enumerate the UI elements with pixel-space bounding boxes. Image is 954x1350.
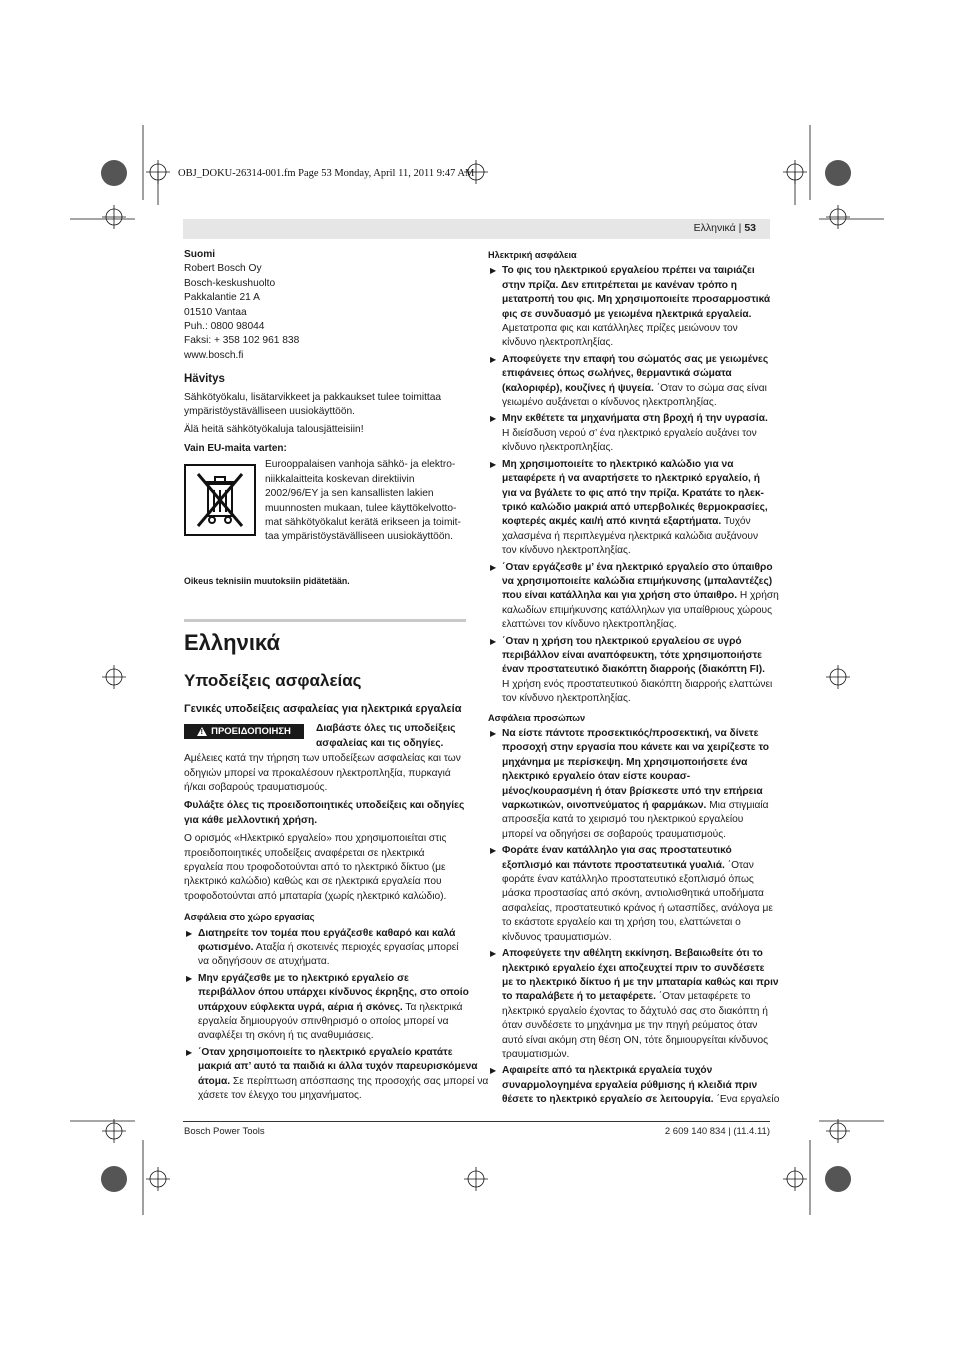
bullet-item bbox=[488, 1064, 780, 1107]
bullet-bold-text: μηχάνημα με περίσκεψη. Μη χρησιμοποιήσετε ένα bbox=[502, 756, 748, 768]
electric-title: Ηλεκτρική ασφάλεια bbox=[488, 250, 577, 260]
bullet-arrow-icon: ▶ bbox=[490, 562, 497, 572]
bullet-bold-text: εξοπλισμό και πάντοτε προστατευτικά γυαλιά. bbox=[502, 859, 725, 871]
section-divider bbox=[184, 619, 466, 622]
bullet-line bbox=[502, 427, 770, 441]
bullet-line bbox=[502, 1064, 770, 1078]
electric-bullets bbox=[488, 264, 779, 706]
bullet-regular-text: ΄Οταν μεταφέρετε το bbox=[655, 991, 751, 1003]
personal-title: Ασφάλεια προσώπων bbox=[488, 712, 586, 723]
bullet-arrow-icon: ▶ bbox=[490, 459, 497, 469]
bullet-line bbox=[502, 902, 773, 916]
bullet-regular-text: Η διείσδυση νερού σ’ ένα ηλεκτρικό εργαλείο αυξάνει τον bbox=[502, 427, 757, 439]
warning-row bbox=[184, 722, 466, 752]
bullet-regular-text: αναφλέξει τη σκόνη ή τις αναθυμιάσεις. bbox=[198, 1030, 374, 1042]
bullet-line bbox=[502, 813, 770, 827]
text-line: οδηγιών μπορεί να προκαλέσουν ηλεκτροπληξία, πυρκαγιά bbox=[184, 767, 451, 779]
address-line: Bosch-keskushuolto bbox=[184, 277, 276, 289]
bullet-line bbox=[198, 1001, 466, 1015]
bullet-line bbox=[502, 916, 770, 930]
bullet-regular-text: να οδηγήσουν σε ατυχήματα. bbox=[198, 956, 330, 968]
bullet-regular-text: τον κίνδυνο ηλεκτροπληξίας. bbox=[502, 545, 631, 557]
bullet-bold-text: Αποφεύγετε την επαφή του σώματός σας με γειωμένες bbox=[502, 353, 769, 365]
left-column bbox=[184, 248, 489, 1105]
text-line: Φυλάξτε όλες τις προειδοποιητικές υποδείξεις και οδηγίες bbox=[184, 800, 465, 812]
bullet-regular-text: χάσετε τον έλεγχο του μηχανήματος. bbox=[198, 1090, 362, 1102]
bullet-line bbox=[502, 308, 770, 322]
warning-text bbox=[316, 722, 466, 751]
bullet-line bbox=[502, 472, 770, 486]
bullet-line bbox=[198, 1015, 466, 1029]
legal-note: Oikeus teknisiin muutoksiin pidätetään. bbox=[184, 576, 350, 587]
header-separator: | bbox=[738, 222, 742, 234]
text-line: taa ympäristöystävälliseen uusiokäyttöön. bbox=[265, 531, 454, 543]
address-line: Pakkalantie 21 A bbox=[184, 292, 260, 304]
bullet-bold-text: μετατροπή του φις. Μη χρησιμοποιείτε προσαρμοστικά bbox=[502, 294, 771, 306]
bullet-regular-text: απροσεξία κατά το χειρισμό του ηλεκτρικού εργαλείου bbox=[502, 814, 744, 826]
bullet-item bbox=[488, 947, 779, 1062]
bullet-regular-text: τον κίνδυνο ηλεκτροπληξίας. bbox=[502, 693, 631, 705]
text-line: Eurooppalaisen vanhoja sähkö- ja elektro- bbox=[265, 459, 456, 471]
bullet-regular-text: κίνδυνος τραυματισμών. bbox=[502, 931, 612, 943]
bullet-line bbox=[502, 589, 779, 603]
bullet-line bbox=[502, 770, 770, 784]
bullet-line bbox=[502, 649, 770, 663]
language-heading: Ελληνικά bbox=[184, 629, 280, 655]
bullet-line bbox=[502, 785, 770, 799]
bullet-regular-text: Σε περίπτωση απόσπασης της προσοχής σας μπορεί να bbox=[230, 1075, 489, 1087]
bullet-line bbox=[502, 873, 770, 887]
bullet-bold-text: το παραλάβετε ή το μεταφέρετε. bbox=[502, 991, 656, 1003]
bullet-regular-text: Τυχόν bbox=[721, 516, 751, 528]
bullet-line bbox=[502, 1019, 770, 1033]
bullet-line bbox=[502, 635, 770, 649]
address-line: Puh.: 0800 98044 bbox=[184, 321, 265, 333]
text-line: mat sähkötyökalut kerätä erikseen ja toimit- bbox=[265, 516, 461, 528]
havitys-title: Hävitys bbox=[184, 373, 225, 386]
address-line: www.bosch.fi bbox=[184, 349, 244, 361]
bullet-line bbox=[502, 279, 770, 293]
bullet-regular-text: εργαλεία δημιουργούν σπινθηρισμό ο οποίος μπορεί να bbox=[198, 1016, 449, 1027]
bullet-regular-text: ελαττώνει τον κίνδυνο ηλεκτροπληξίας. bbox=[502, 619, 677, 631]
bullet-item bbox=[488, 727, 770, 842]
bullet-bold-text: Φοράτε έναν κατάλληλο για σας προστατευτικό bbox=[502, 845, 732, 857]
bullet-bold-text: Να είστε πάντοτε προσεκτικός/προσεκτική, να δίνετε bbox=[502, 728, 759, 739]
bullet-bold-text: έναν προστατευτικό διακόπτη διαρροής (διακόπτη FI). bbox=[502, 664, 765, 676]
bullet-bold-text: ηλεκτρικό εργαλείο όταν είστε κουρασ- bbox=[502, 771, 691, 783]
text-line: για κάθε μελλοντική χρήση. bbox=[184, 814, 318, 826]
bullet-bold-text: προσοχή στην εργασία που κάνετε και να χειρίζεστε το bbox=[502, 742, 769, 754]
personal-bullets bbox=[488, 727, 780, 1108]
bullet-line bbox=[502, 618, 770, 632]
bullet-line bbox=[502, 515, 770, 529]
bullet-item bbox=[184, 1046, 489, 1104]
weee-text bbox=[265, 458, 466, 544]
term-definition bbox=[184, 832, 466, 904]
bullet-line bbox=[502, 458, 770, 472]
text-line: ασφαλείας και τις οδηγίες. bbox=[316, 737, 444, 749]
bullet-bold-text: επιφάνειες όπως σωλήνες, θερμαντικά σώματα bbox=[502, 368, 732, 380]
bullet-regular-text: ηλεκτρικό εργαλείο έχοντας το δάχτυλό σας στο διακόπτη ή bbox=[502, 1005, 768, 1017]
bullet-bold-text: μακριά απ’ αυτό τα παιδιά κι άλλα τυχόν παρευρισκόμενα bbox=[198, 1061, 478, 1073]
bullet-bold-text: Μη χρησιμοποιείτε το ηλεκτρικό καλώδιο για να bbox=[502, 458, 734, 470]
bullet-line bbox=[502, 756, 770, 770]
havitys-paragraph-2: Älä heitä sähkötyökaluja talousjätteisiin! bbox=[184, 424, 364, 436]
address-line: Robert Bosch Oy bbox=[184, 263, 262, 275]
page-header bbox=[183, 219, 770, 239]
bullet-regular-text: χαλασμένα ή περιπλεγμένα ηλεκτρικά καλώδια αυξάνουν bbox=[502, 530, 759, 542]
bullet-bold-text: για να βγάλετε το φις από την πρίζα. Κρατάτε το ηλεκ- bbox=[502, 487, 764, 499]
footer-rule bbox=[183, 1121, 770, 1122]
file-slug: OBJ_DOKU-26314-001.fm Page 53 Monday, April 11, 2011 9:47 AM bbox=[178, 168, 475, 179]
right-column bbox=[488, 248, 780, 1110]
bullet-line bbox=[502, 887, 770, 901]
bullet-regular-text: ΄Οταν το σώμα σας είναι bbox=[653, 382, 767, 394]
havitys-paragraph-1 bbox=[184, 391, 466, 420]
bullet-bold-text: Το φις του ηλεκτρικού εργαλείου πρέπει να ταιριάζει bbox=[502, 265, 755, 277]
bullet-bold-text: ΄Οταν η χρήση του ηλεκτρικού εργαλείου σε υγρό bbox=[502, 635, 742, 647]
text-line: niikkalaitteita koskevan direktiivin bbox=[265, 473, 415, 485]
workplace-title: Ασφάλεια στο χώρο εργασίας bbox=[184, 912, 315, 923]
bullet-bold-text: στην πρίζα. Δεν επιτρέπεται με κανέναν τρόπο η bbox=[502, 279, 737, 291]
bullet-regular-text: ΄Οταν bbox=[724, 859, 754, 871]
bullet-line bbox=[502, 487, 770, 501]
bullet-bold-text: συναρμολογημένα εργαλεία ρύθμισης ή κλειδιά πριν bbox=[502, 1079, 758, 1091]
bullet-arrow-icon: ▶ bbox=[490, 354, 497, 364]
bullet-regular-text: αυτό είναι ακόμη στη θέση ON, τότε δημιουργείται κίνδυνος bbox=[502, 1034, 769, 1046]
bullet-bold-text: ΄Οταν εργάζεσθε μ’ ένα ηλεκτρικό εργαλείο στο ύπαιθρο bbox=[502, 561, 773, 573]
bullet-item bbox=[488, 412, 770, 455]
header-text bbox=[694, 222, 756, 234]
bullet-line bbox=[502, 530, 770, 544]
bullet-bold-text: Αποφεύγετε την αθέλητη εκκίνηση. Βεβαιωθείτε ότι το bbox=[502, 948, 763, 960]
bullet-bold-text: να χρησιμοποιείτε καλώδια επιμήκυνσης (μπαλαντέζες) bbox=[502, 575, 773, 587]
bullet-arrow-icon: ▶ bbox=[186, 973, 193, 983]
keep-instructions bbox=[184, 799, 466, 828]
bullet-regular-text: Αταξία ή σκοτεινές περιοχές εργασίας μπορεί bbox=[253, 941, 459, 953]
text-line: muunnosten mukaan, tulee käyttökelvotto- bbox=[265, 502, 457, 514]
bullet-arrow-icon: ▶ bbox=[186, 1047, 193, 1057]
bullet-line bbox=[502, 1093, 780, 1107]
bullet-bold-text: Μην εργάζεσθε με το ηλεκτρικό εργαλείο σε bbox=[198, 972, 409, 984]
bullet-line bbox=[198, 955, 466, 969]
bullet-regular-text: μπορεί να οδηγήσει σε σοβαρούς τραυματισμούς. bbox=[502, 828, 726, 840]
bullet-line bbox=[502, 544, 770, 558]
bullet-bold-text: κοφτερές ακμές και/ή από κινητά εξαρτήματα. bbox=[502, 516, 722, 528]
bullet-bold-text: (καλοριφέρ), κουζίνες ή ψυγεία. bbox=[502, 382, 654, 394]
bullet-bold-text: περιβάλλον όπου υπάρχει κίνδυνος έκρηξης, στο οποίο bbox=[198, 987, 469, 999]
bullet-line bbox=[502, 575, 773, 589]
bullet-bold-text: Διατηρείτε τον τομέα που εργάζεσθε καθαρό και καλά bbox=[198, 927, 456, 939]
warning-label: ΠΡΟΕΙΔΟΠΟΙΗΣΗ bbox=[211, 726, 291, 738]
text-line: Ο ορισμός «Ηλεκτρικό εργαλείο» που χρησιμοποιείται στις bbox=[184, 833, 447, 845]
bullet-line bbox=[198, 972, 466, 986]
text-line: εργαλεία που τροφοδοτούνται από το ηλεκτρικό δίκτυο (με bbox=[184, 861, 446, 873]
safety-heading: Υποδείξεις ασφαλείας bbox=[184, 670, 362, 690]
bullet-arrow-icon: ▶ bbox=[490, 266, 497, 276]
bullet-line bbox=[502, 336, 770, 350]
bullet-regular-text: ασφαλείας, προστατευτικό κράνος ή ωτασπίδες, ανάλογα με bbox=[502, 902, 773, 914]
bullet-line bbox=[502, 353, 770, 367]
bullet-line bbox=[198, 1029, 466, 1043]
bullet-regular-text: κίνδυνο ηλεκτροπληξίας. bbox=[502, 337, 614, 349]
bullet-item bbox=[488, 264, 770, 350]
bullet-line bbox=[502, 990, 770, 1004]
bullet-regular-text: Μια στιγμιαία bbox=[706, 800, 769, 812]
header-language: Ελληνικά bbox=[693, 222, 736, 234]
bullet-line bbox=[198, 1046, 466, 1060]
bullet-arrow-icon: ▶ bbox=[490, 636, 497, 646]
bullet-bold-text: άτομα. bbox=[198, 1075, 231, 1087]
address-line: 01510 Vantaa bbox=[184, 306, 247, 318]
bullet-item bbox=[488, 458, 770, 559]
bullet-regular-text: Η χρήση bbox=[737, 590, 779, 602]
footer-brand: Bosch Power Tools bbox=[184, 1126, 265, 1137]
bullet-regular-text: Τα ηλεκτρικά bbox=[402, 1001, 463, 1013]
text-line: προειδοποιητικές υποδείξεις αναφέρεται σε ηλεκτρικά bbox=[184, 847, 425, 859]
text-line: τροφοδοτούνται από μπαταρία (χωρίς ηλεκτρικό καλώδιο). bbox=[184, 890, 447, 902]
text-line: Αμέλειες κατά την τήρηση των υποδείξεων ασφαλείας και των bbox=[184, 753, 461, 765]
bullet-regular-text: Αμετατροπα φις και κατάλληλες πρίζες μειώνουν τον bbox=[502, 323, 738, 335]
text-line: 2002/96/EY ja sen kansallisten lakien bbox=[265, 488, 434, 500]
bullet-bold-text: που είναι κατάλληλα και για χρήση στο ύπαιθρο. bbox=[502, 590, 738, 602]
warning-badge bbox=[184, 724, 304, 739]
bullet-regular-text: καλωδίων επιμήκυνσης κατάλληλων για υπαίθριους χώρους bbox=[502, 604, 773, 616]
bullet-arrow-icon: ▶ bbox=[490, 949, 497, 959]
text-line: Sähkötyökalu, lisätarvikkeet ja pakkaukset tulee toimittaa bbox=[184, 391, 442, 403]
bullet-line bbox=[198, 986, 469, 1000]
bullet-bold-text: υπάρχουν εύφλεκτα υγρά, αέρια ή σκόνες. bbox=[198, 1001, 403, 1013]
bullet-line bbox=[502, 1079, 770, 1093]
bullet-line bbox=[502, 962, 770, 976]
bullet-bold-text: ΄Οταν χρησιμοποιείτε το ηλεκτρικό εργαλείο κρατάτε bbox=[198, 1046, 453, 1058]
bullet-item bbox=[488, 635, 773, 707]
bullet-regular-text: φοράτε έναν κατάλληλο προστατευτικό εξοπλισμό όπως bbox=[502, 874, 754, 886]
bullet-bold-text: θέσετε το ηλεκτρικό εργαλείο σε λειτουργία. bbox=[502, 1094, 714, 1106]
bullet-bold-text: μένος/κουρασμένη ή όταν βρίσκεστε υπό την επήρεια bbox=[502, 785, 763, 797]
bullet-line bbox=[502, 976, 779, 990]
bullet-bold-text: φις σε συνδυασμό με γειωμένα ηλεκτρικά εργαλεία. bbox=[502, 308, 752, 320]
page-number: 53 bbox=[744, 222, 756, 234]
bullet-regular-text: τραυματισμών. bbox=[502, 1048, 570, 1060]
bullet-line bbox=[502, 727, 770, 741]
bullet-line bbox=[502, 663, 770, 677]
bullet-line bbox=[502, 799, 770, 813]
workplace-bullets bbox=[184, 927, 489, 1104]
bullet-bold-text: Μην εκθέτετε τα μηχανήματα στη βροχή ή την υγρασία. bbox=[502, 413, 768, 425]
bullet-bold-text: ναρκωτικών, οινοπνεύματος ή φαρμάκων. bbox=[502, 800, 707, 812]
bullet-regular-text: μάσκα προστασίας από σκόνη, αντιολισθητικά υποδήματα bbox=[502, 888, 764, 900]
bullet-line bbox=[502, 412, 770, 426]
bullet-line bbox=[502, 264, 770, 278]
bullet-line bbox=[198, 1060, 478, 1074]
suomi-title: Suomi bbox=[184, 249, 216, 260]
bullet-line bbox=[502, 931, 770, 945]
text-line: ηλεκτρικό καλώδιο) καθώς και σε ηλεκτρικά εργαλεία που bbox=[184, 876, 442, 888]
warning-paragraph bbox=[184, 752, 466, 795]
bullet-arrow-icon: ▶ bbox=[490, 729, 497, 738]
footer-doc-number: 2 609 140 834 | (11.4.11) bbox=[664, 1126, 770, 1137]
bullet-line bbox=[502, 828, 770, 842]
bullet-bold-text: ηλεκτρικό εργαλείο έχει αποζευχτεί πριν το συνδέσετε bbox=[502, 962, 765, 974]
bullet-line bbox=[198, 927, 466, 941]
bullet-line bbox=[502, 441, 770, 455]
bullet-regular-text: το εκάστοτε εργαλείο και τη χρήση του, ελαττώνεται ο bbox=[502, 917, 741, 929]
bullet-line bbox=[502, 382, 770, 396]
weee-block bbox=[184, 458, 466, 554]
bullet-line bbox=[502, 678, 773, 692]
address-line: Faksi: + 358 102 961 838 bbox=[184, 335, 300, 347]
bullet-regular-text: Η χρήση ενός προστατευτικού διακόπτη διαρροής ελαττώνει bbox=[502, 678, 773, 690]
text-line: ή/και σοβαρούς τραυματισμούς. bbox=[184, 781, 328, 793]
bullet-regular-text: γειωμένο αυξάνεται ο κίνδυνος ηλεκτροπληξίας. bbox=[502, 397, 717, 409]
bullet-bold-text: μεταφέρετε ή να αναρτήσετε το ηλεκτρικό εργαλείο, ή bbox=[502, 473, 760, 485]
bullet-line bbox=[502, 322, 770, 336]
bullet-item bbox=[488, 561, 779, 633]
crossed-bin-icon bbox=[184, 464, 256, 536]
bullet-arrow-icon: ▶ bbox=[490, 1066, 497, 1076]
bullet-regular-text: ΄Ενα εργαλείο bbox=[713, 1094, 780, 1106]
bullet-line bbox=[198, 1075, 489, 1089]
bullet-line bbox=[502, 604, 773, 618]
bullet-line bbox=[502, 561, 773, 575]
bullet-line bbox=[502, 1005, 770, 1019]
warning-icon: ! bbox=[197, 727, 207, 736]
bullet-regular-text: κίνδυνο ηλεκτροπληξίας. bbox=[502, 442, 614, 454]
bullet-line bbox=[502, 692, 770, 706]
bullet-arrow-icon: ▶ bbox=[490, 846, 497, 856]
bullet-line bbox=[502, 844, 770, 858]
bullet-line bbox=[502, 859, 770, 873]
bullet-item bbox=[184, 972, 469, 1044]
bullet-line bbox=[198, 1089, 466, 1103]
bullet-item bbox=[184, 927, 466, 970]
bullet-bold-text: Αφαιρείτε από τα ηλεκτρικά εργαλεία τυχόν bbox=[502, 1065, 713, 1077]
text-line: ympäristöystävälliseen uusiokäyttöön. bbox=[184, 406, 356, 418]
bullet-line bbox=[502, 293, 770, 307]
address-block bbox=[184, 262, 466, 363]
bullet-line bbox=[198, 941, 466, 955]
bullet-line bbox=[502, 396, 770, 410]
bullet-regular-text: όταν συνδέσετε το μηχάνημα με την πηγή ρεύματος όταν bbox=[502, 1020, 758, 1032]
bullet-bold-text: φωτισμένο. bbox=[198, 941, 254, 953]
bullet-bold-text: τρικό καλώδιο μακριά από υπερβολικές θερμοκρασίες, bbox=[502, 501, 768, 513]
bullet-line bbox=[502, 367, 770, 381]
bullet-item bbox=[488, 353, 770, 411]
bullet-bold-text: με το ηλεκτρικό δίκτυο ή με την μπαταρία καθώς και πριν bbox=[502, 976, 779, 988]
general-safety-heading: Γενικές υποδείξεις ασφαλείας για ηλεκτρικά εργαλεία bbox=[184, 702, 462, 715]
eu-title: Vain EU-maita varten: bbox=[184, 442, 287, 454]
bullet-line bbox=[502, 1034, 770, 1048]
bullet-bold-text: περιβάλλον είναι αναπόφευκτη, τότε χρησιμοποιήστε bbox=[502, 649, 763, 661]
bullet-line bbox=[502, 1048, 770, 1062]
bullet-line bbox=[502, 947, 770, 961]
bullet-arrow-icon: ▶ bbox=[490, 414, 497, 424]
text-line: Διαβάστε όλες τις υποδείξεις bbox=[316, 723, 456, 735]
bullet-line bbox=[502, 741, 770, 755]
bullet-arrow-icon: ▶ bbox=[186, 928, 193, 938]
bullet-item bbox=[488, 844, 773, 945]
bullet-line bbox=[502, 501, 770, 515]
